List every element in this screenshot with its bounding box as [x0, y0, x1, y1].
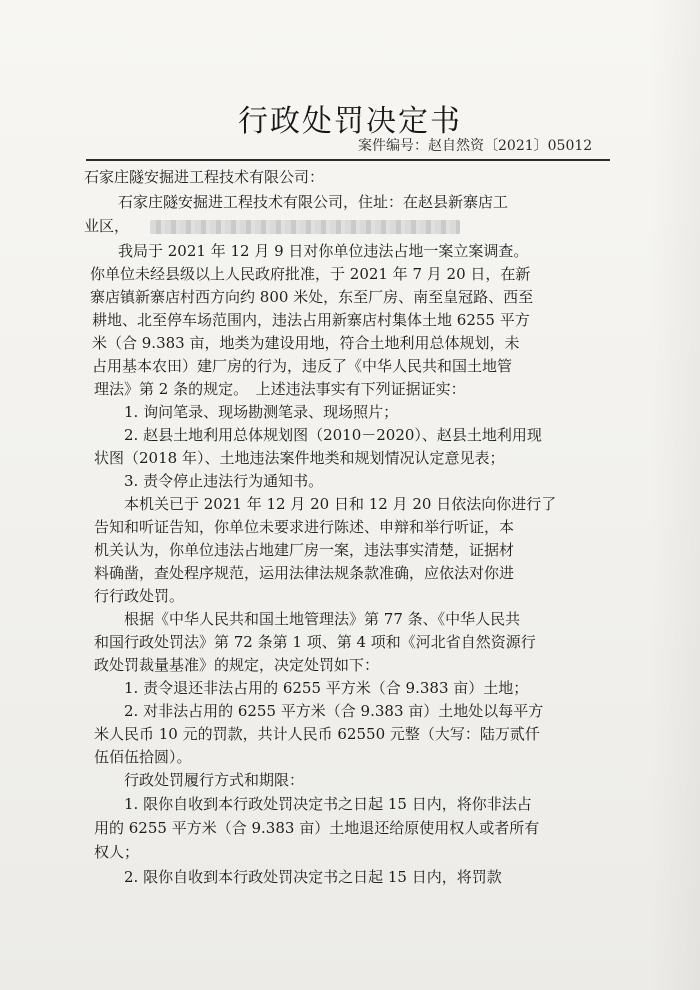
- penalty-item: 2. 对非法占用的 6255 平方米（合 9.383 亩）土地处以每平方: [124, 702, 544, 720]
- body-line: 石家庄隧安掘进工程技术有限公司，住址：在赵县新寨店工: [118, 193, 509, 211]
- case-number: 案件编号：赵自然资〔2021〕05012: [358, 138, 593, 154]
- body-line: 和国行政处罚法》第 72 条第 1 项、第 4 项和《河北省自然资源行: [94, 633, 536, 651]
- body-line: 伍佰伍拾圆）。: [94, 748, 192, 766]
- body-line: 米（合 9.383 亩，地类为建设用地，符合土地利用总体规划，未: [92, 334, 520, 352]
- body-line: 你单位未经县级以上人民政府批准，于 2021 年 7 月 20 日，在新: [90, 265, 531, 283]
- header-divider: [86, 159, 610, 161]
- body-line: 政处罚裁量基准》的规定，决定处罚如下：: [94, 656, 380, 674]
- body-line: 业区，: [84, 217, 130, 235]
- evidence-item: 3. 责令停止违法行为通知书。: [124, 472, 324, 490]
- body-line: 耕地、北至停车场范围内，违法占用新寨店村集体土地 6255 平方: [92, 311, 530, 329]
- addressee-line: 石家庄隧安掘进工程技术有限公司：: [84, 168, 325, 186]
- body-line: 根据《中华人民共和国土地管理法》第 77 条、《中华人民共: [124, 610, 521, 628]
- penalty-item: 1. 责令退还非法占用的 6255 平方米（合 9.383 亩）土地；: [124, 679, 529, 697]
- body-line: 米人民币 10 元的罚款，共计人民币 62550 元整（大写：陆万贰仟: [94, 725, 540, 743]
- body-line: 行行政处罚。: [94, 587, 185, 605]
- evidence-item: 1. 询问笔录、现场勘测笔录、现场照片；: [124, 403, 399, 421]
- evidence-item: 2. 赵县土地利用总体规划图（2010－2020）、赵县土地利用现: [124, 426, 542, 444]
- body-line: 理法》第 2 条的规定。 上述违法事实有下列证据证实：: [94, 380, 466, 398]
- page-shadow: [650, 0, 700, 990]
- body-line: 占用基本农田）建厂房的行为，违反了《中华人民共和国土地管: [92, 357, 513, 375]
- body-line: 状图（2018 年）、土地违法案件地类和规划情况认定意见表；: [94, 449, 505, 467]
- body-line: 机关认为，你单位违法占地建厂房一案，违法事实清楚，证据材: [94, 541, 515, 559]
- deadline-item: 2. 限你自收到本行政处罚决定书之日起 15 日内，将罚款: [124, 868, 502, 886]
- body-line: 告知和听证告知，你单位未要求进行陈述、申辩和举行听证，本: [94, 518, 515, 536]
- section-heading: 行政处罚履行方式和期限：: [124, 771, 305, 789]
- deadline-item: 1. 限你自收到本行政处罚决定书之日起 15 日内，将你非法占: [124, 795, 532, 813]
- body-line: 权人；: [94, 843, 140, 861]
- body-line: 料确凿，查处程序规范，运用法律法规条款准确，应依法对你进: [94, 564, 515, 582]
- body-line: 用的 6255 平方米（合 9.383 亩）土地退还给原使用权人或者所有: [94, 819, 540, 837]
- body-line: 寨店镇新寨店村西方向约 800 米处，东至厂房、南至皇冠路、西至: [90, 288, 534, 306]
- document-title: 行政处罚决定书: [238, 104, 462, 139]
- body-line: 本机关已于 2021 年 12 月 20 日和 12 月 20 日依法向你进行了: [124, 495, 557, 513]
- body-line: 我局于 2021 年 12 月 9 日对你单位违法占地一案立案调查。: [118, 242, 529, 260]
- redacted-address: [150, 220, 460, 234]
